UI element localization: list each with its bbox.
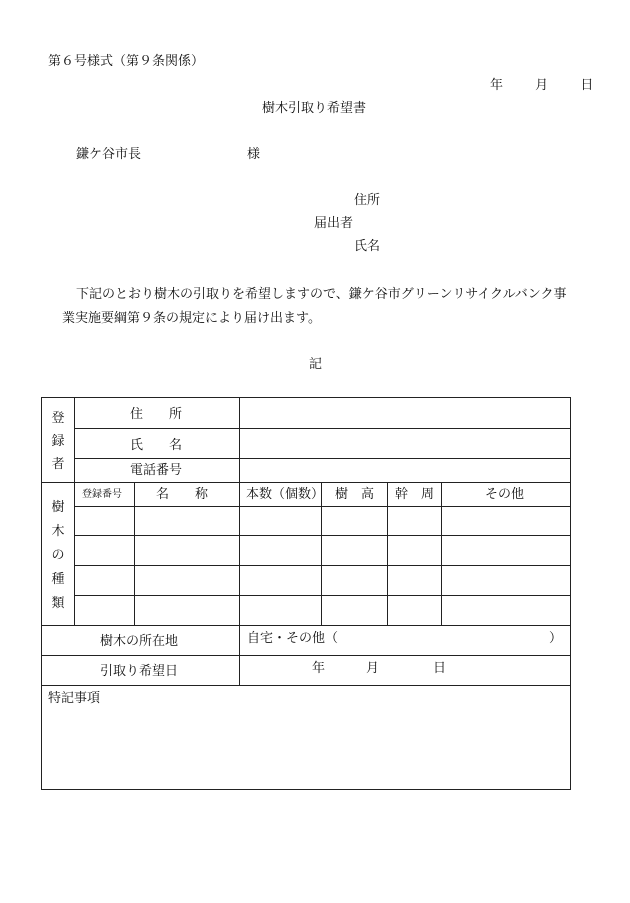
document-title: 樹木引取り希望書 bbox=[262, 101, 367, 116]
date-header bbox=[490, 79, 593, 92]
addressee-honorific: 様 bbox=[247, 147, 261, 162]
row-divider bbox=[74, 428, 571, 429]
date-day-label: 日 bbox=[580, 78, 594, 93]
registrant-address-label: 住 所 bbox=[130, 407, 183, 422]
applicant-address-label: 住所 bbox=[354, 193, 381, 208]
tree-type-label-char: 木 bbox=[51, 524, 65, 539]
column-divider bbox=[387, 482, 388, 625]
section-divider bbox=[42, 655, 571, 656]
ki-label: 記 bbox=[309, 357, 323, 372]
registrant-phone-label: 電話番号 bbox=[130, 463, 183, 478]
registrant-label-char: 登 bbox=[51, 411, 65, 426]
section-divider bbox=[42, 482, 571, 483]
location-label: 樹木の所在地 bbox=[100, 634, 179, 649]
column-header-girth: 幹 周 bbox=[395, 487, 435, 502]
column-header-count: 本数（個数） bbox=[246, 487, 325, 502]
row-divider bbox=[74, 458, 571, 459]
column-header-reg-no: 登録番号 bbox=[82, 489, 122, 500]
row-divider bbox=[74, 565, 571, 566]
row-divider bbox=[74, 535, 571, 536]
remarks-label: 特記事項 bbox=[48, 691, 101, 706]
registrant-vertical-label bbox=[42, 412, 74, 471]
date-month-label: 月 bbox=[535, 78, 549, 93]
desired-date-month: 月 bbox=[366, 661, 380, 676]
column-divider bbox=[441, 482, 442, 625]
addressee-name: 鎌ケ谷市長 bbox=[76, 147, 142, 162]
column-divider bbox=[239, 398, 240, 482]
row-divider bbox=[74, 595, 571, 596]
desired-date-label: 引取り希望日 bbox=[100, 664, 179, 679]
body-text-line1: 下記のとおり樹木の引取りを希望しますので、鎌ケ谷市グリーンリサイクルバンク事 bbox=[76, 287, 567, 302]
desired-date-year: 年 bbox=[312, 661, 326, 676]
tree-type-label-char: 樹 bbox=[51, 500, 65, 515]
registrant-label-char: 録 bbox=[51, 434, 65, 449]
body-text-line2: 業実施要綱第９条の規定により届け出ます。 bbox=[62, 311, 321, 326]
column-header-height: 樹 高 bbox=[335, 487, 375, 502]
date-year-label: 年 bbox=[490, 78, 504, 93]
tree-type-label-char: 種 bbox=[51, 572, 65, 587]
tree-type-vertical-label bbox=[42, 501, 74, 610]
column-divider bbox=[239, 625, 240, 685]
column-divider bbox=[321, 482, 322, 625]
location-value-prefix: 自宅・その他（ bbox=[247, 631, 339, 646]
column-divider bbox=[134, 482, 135, 625]
row-divider bbox=[74, 506, 571, 507]
form-number: 第６号様式（第９条関係） bbox=[48, 54, 205, 69]
registrant-name-label: 氏 名 bbox=[130, 438, 183, 453]
tree-type-label-char: 類 bbox=[51, 596, 65, 611]
location-value-suffix: ） bbox=[549, 631, 563, 646]
column-divider bbox=[239, 482, 240, 625]
section-divider bbox=[42, 685, 571, 686]
column-divider bbox=[74, 398, 75, 625]
desired-date-day: 日 bbox=[433, 661, 447, 676]
applicant-role-label: 届出者 bbox=[314, 216, 354, 231]
application-form-table bbox=[41, 397, 571, 790]
tree-type-label-char: の bbox=[51, 548, 65, 563]
column-header-name: 名 称 bbox=[156, 487, 209, 502]
section-divider bbox=[42, 625, 571, 626]
applicant-name-label: 氏名 bbox=[354, 239, 381, 254]
column-header-other: その他 bbox=[485, 487, 525, 502]
registrant-label-char: 者 bbox=[51, 457, 65, 472]
